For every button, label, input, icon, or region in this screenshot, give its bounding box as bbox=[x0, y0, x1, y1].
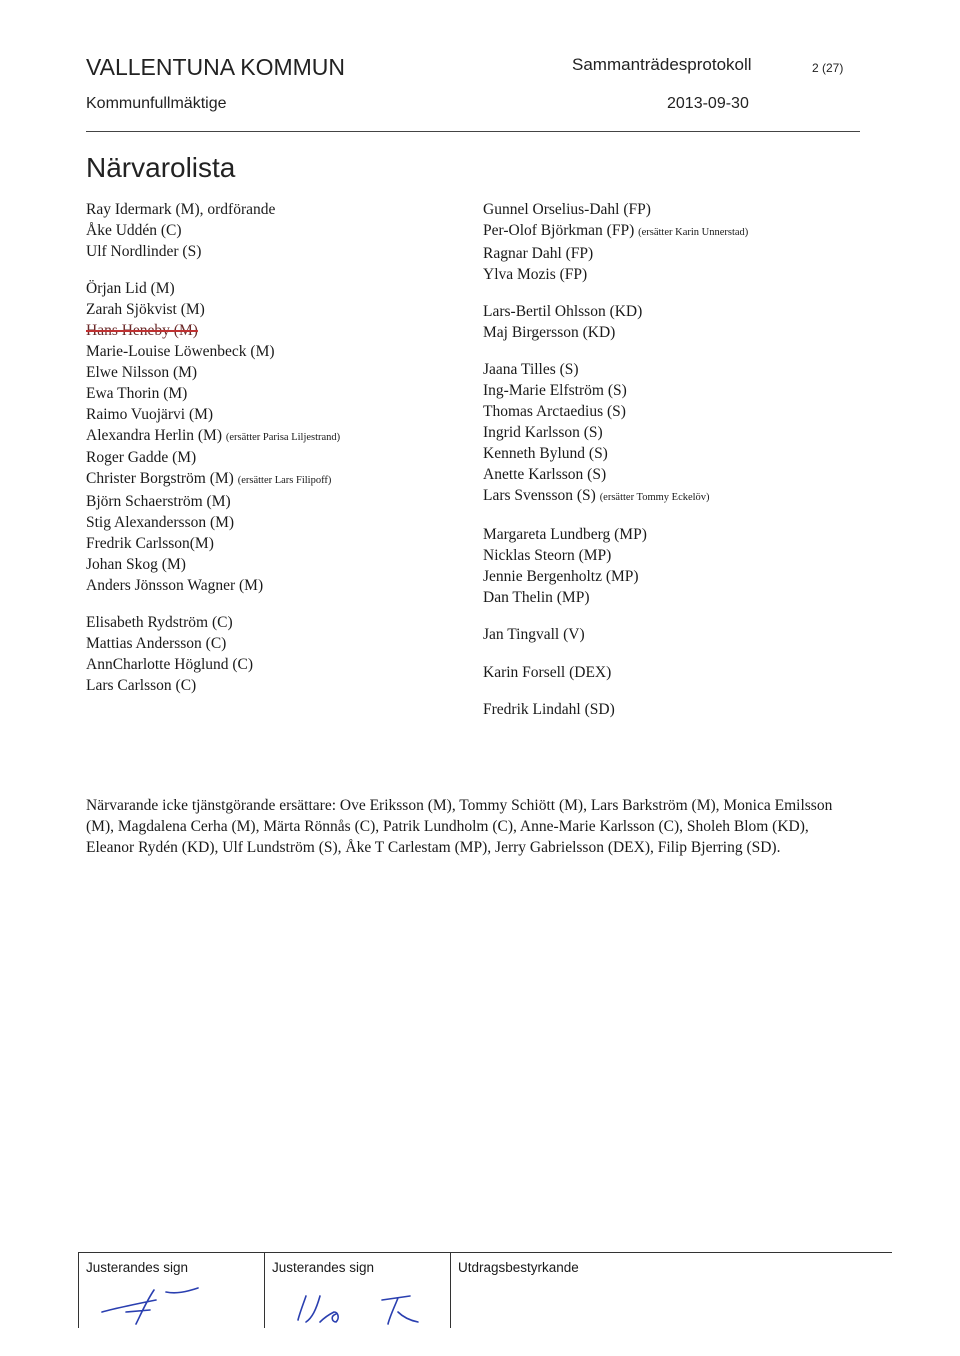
attendee-name: Fredrik Carlsson(M) bbox=[86, 535, 214, 553]
attendee-name: Ingrid Karlsson (S) bbox=[483, 424, 603, 442]
attendee-line bbox=[86, 405, 466, 426]
attendee-line bbox=[483, 525, 903, 546]
attendee-line bbox=[86, 534, 466, 555]
attendee-line bbox=[86, 221, 466, 242]
attendee-line bbox=[483, 546, 903, 567]
cell-divider bbox=[450, 1252, 451, 1328]
organization-name: VALLENTUNA KOMMUN bbox=[86, 54, 346, 80]
attendee-line bbox=[483, 302, 903, 323]
attendee-line bbox=[86, 613, 466, 634]
attendee-line bbox=[483, 486, 903, 509]
attendee-line bbox=[86, 555, 466, 576]
attendee-name: Ewa Thorin (M) bbox=[86, 384, 188, 402]
attendee-name: Johan Skog (M) bbox=[86, 556, 186, 573]
signature-box bbox=[78, 1252, 892, 1328]
header-divider bbox=[86, 131, 860, 132]
substitution-note: (ersätter Parisa Liljestrand) bbox=[225, 431, 341, 443]
attendee-line bbox=[86, 200, 466, 221]
attendee-line bbox=[483, 402, 903, 423]
attendee-line bbox=[86, 342, 466, 363]
attendee-line bbox=[483, 221, 903, 244]
signature-label: Justerandes sign bbox=[272, 1260, 375, 1275]
attendee-name: Ragnar Dahl (FP) bbox=[483, 244, 594, 262]
attendee-name: Lars Carlsson (C) bbox=[86, 677, 197, 695]
attendee-name: Åke Uddén (C) bbox=[86, 221, 182, 239]
attendee-line bbox=[483, 700, 903, 721]
committee-name: Kommunfullmäktige bbox=[86, 95, 227, 112]
attendee-line bbox=[86, 634, 466, 655]
attendee-name: Zarah Sjökvist (M) bbox=[86, 301, 205, 319]
attendee-line bbox=[483, 265, 903, 286]
attendee-name: Stig Alexandersson (M) bbox=[86, 514, 235, 532]
attendee-line bbox=[483, 381, 903, 402]
attendee-name: Lars-Bertil Ohlsson (KD) bbox=[483, 303, 643, 321]
attendee-name: Jan Tingvall (V) bbox=[483, 626, 585, 644]
attendance-column-left bbox=[86, 200, 466, 713]
attendee-line bbox=[86, 279, 466, 300]
attendee-line bbox=[483, 465, 903, 486]
attendee-line bbox=[86, 384, 466, 405]
party-group bbox=[86, 613, 466, 697]
attendee-name: Raimo Vuojärvi (M) bbox=[86, 405, 214, 423]
attendee-name: Ylva Mozis (FP) bbox=[483, 265, 588, 283]
page-title: Närvarolista bbox=[86, 152, 236, 183]
attendee-name: Gunnel Orselius-Dahl (FP) bbox=[483, 201, 651, 218]
substitution-note: (ersätter Lars Filipoff) bbox=[237, 475, 332, 487]
attendee-name: Karin Forsell (DEX) bbox=[483, 663, 612, 681]
attendee-name: Maj Birgersson (KD) bbox=[483, 324, 616, 342]
attendee-line bbox=[86, 321, 466, 342]
party-group bbox=[483, 200, 903, 286]
attendee-name: Roger Gadde (M) bbox=[86, 449, 197, 467]
party-group bbox=[483, 663, 903, 684]
attendee-name: Jennie Bergenholtz (MP) bbox=[483, 568, 639, 586]
signature-label: Utdragsbestyrkande bbox=[458, 1260, 579, 1275]
attendee-name: Ulf Nordlinder (S) bbox=[86, 242, 202, 260]
attendee-name: Nicklas Steorn (MP) bbox=[483, 547, 612, 565]
substitutes-paragraph: Närvarande icke tjänstgörande ersättare: Ove Eriksson (M), Tommy Schiött (M), Lars Barkström (M), Monica Emilsson (M), Magdalena Cerha (M), Märta Rönnås (C), Patrik Lundholm (C), Anne-Marie Karlsson (C), Sholeh Blom (KD), Eleanor Rydén (KD), Ulf Lundström (S), Åke T Carlestam (MP), Jerry Gabrielsson (DEX), Filip Bjerring (SD). bbox=[86, 797, 833, 856]
attendee-line bbox=[483, 444, 903, 465]
handwritten-signature-1 bbox=[96, 1282, 206, 1326]
attendee-name: Lars Svensson (S) bbox=[483, 486, 596, 504]
signature-cell-3 bbox=[450, 1252, 892, 1328]
attendee-line bbox=[86, 363, 466, 384]
attendee-name: Fredrik Lindahl (SD) bbox=[483, 701, 615, 719]
attendee-name: Elwe Nilsson (M) bbox=[86, 363, 198, 381]
meeting-date: 2013-09-30 bbox=[667, 95, 749, 112]
attendee-name: Örjan Lid (M) bbox=[86, 280, 175, 298]
attendee-line bbox=[86, 492, 466, 513]
party-group bbox=[483, 700, 903, 721]
party-group bbox=[483, 525, 903, 609]
attendee-name: AnnCharlotte Höglund (C) bbox=[86, 656, 254, 674]
party-group bbox=[86, 200, 466, 263]
attendee-name: Kenneth Bylund (S) bbox=[483, 445, 608, 463]
attendee-name: Thomas Arctaedius (S) bbox=[483, 403, 626, 421]
attendee-line bbox=[86, 513, 466, 534]
attendee-name: Alexandra Herlin (M) bbox=[86, 426, 223, 444]
attendee-name: Anette Karlsson (S) bbox=[483, 465, 607, 483]
party-group bbox=[483, 625, 903, 646]
document-type: Sammanträdesprotokoll bbox=[572, 55, 752, 74]
attendee-name: Ray Idermark (M), ordförande bbox=[86, 201, 276, 218]
attendee-name: Hans Heneby (M) bbox=[86, 322, 198, 340]
attendee-line bbox=[86, 300, 466, 321]
attendee-line bbox=[483, 588, 903, 609]
signature-label: Justerandes sign bbox=[86, 1260, 189, 1275]
attendee-line bbox=[86, 655, 466, 676]
attendee-line bbox=[483, 625, 903, 646]
attendee-line bbox=[86, 469, 466, 492]
party-group bbox=[86, 279, 466, 597]
cell-divider bbox=[78, 1252, 79, 1328]
attendee-name: Dan Thelin (MP) bbox=[483, 589, 590, 606]
attendee-name: Anders Jönsson Wagner (M) bbox=[86, 576, 264, 594]
substitution-note: (ersätter Karin Unnerstad) bbox=[638, 226, 749, 238]
attendee-line bbox=[483, 200, 903, 221]
attendee-name: Marie-Louise Löwenbeck (M) bbox=[86, 342, 275, 360]
attendee-name: Ing-Marie Elfström (S) bbox=[483, 382, 627, 400]
attendee-line bbox=[86, 242, 466, 263]
handwritten-signature-2 bbox=[294, 1282, 444, 1328]
substitution-note: (ersätter Tommy Eckelöv) bbox=[599, 491, 710, 503]
attendee-name: Margareta Lundberg (MP) bbox=[483, 526, 647, 544]
attendee-name: Björn Schaerström (M) bbox=[86, 493, 231, 511]
attendee-name: Per-Olof Björkman (FP) bbox=[483, 221, 635, 239]
page-number: 2 (27) bbox=[812, 61, 844, 75]
signature-cell-2 bbox=[264, 1252, 450, 1328]
attendance-column-right bbox=[483, 200, 903, 738]
attendee-name: Christer Borgström (M) bbox=[86, 470, 234, 488]
attendee-line bbox=[86, 576, 466, 597]
attendee-name: Jaana Tilles (S) bbox=[483, 361, 579, 379]
party-group bbox=[483, 360, 903, 508]
attendee-line bbox=[483, 360, 903, 381]
attendee-line bbox=[483, 663, 903, 684]
attendee-line bbox=[483, 244, 903, 265]
attendee-name: Mattias Andersson (C) bbox=[86, 635, 227, 653]
cell-divider bbox=[264, 1252, 265, 1328]
signature-cell-1 bbox=[78, 1252, 264, 1328]
party-group bbox=[483, 302, 903, 344]
attendee-line bbox=[86, 426, 466, 449]
attendee-line bbox=[86, 676, 466, 697]
attendee-line bbox=[483, 323, 903, 344]
attendee-line bbox=[86, 448, 466, 469]
attendee-name: Elisabeth Rydström (C) bbox=[86, 614, 233, 632]
attendee-line bbox=[483, 423, 903, 444]
attendee-line bbox=[483, 567, 903, 588]
